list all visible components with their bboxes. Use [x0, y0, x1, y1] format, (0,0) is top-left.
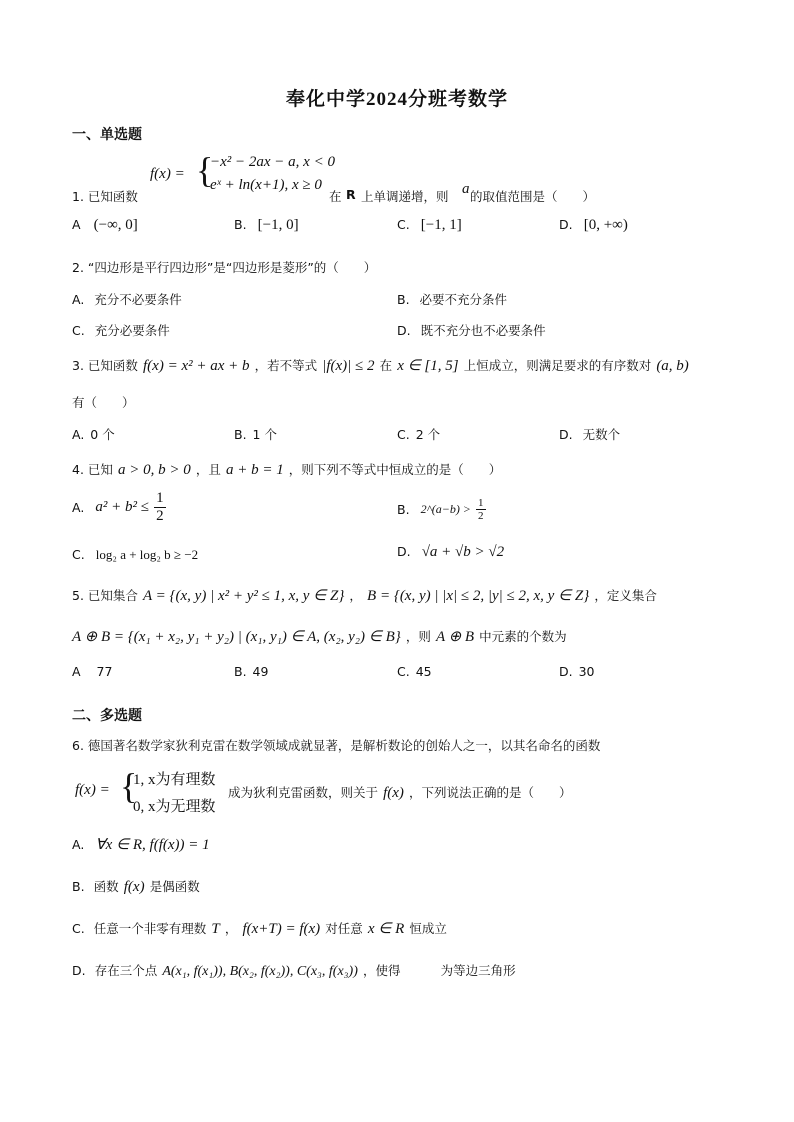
q1-piece-1: −x² − 2ax − a, x < 0 [210, 154, 335, 170]
q3-inequality: |f(x)| ≤ 2 [322, 358, 375, 374]
q4-option-a[interactable] [72, 490, 166, 525]
q3-domain: x ∈ [1, 5] [397, 358, 459, 374]
q5-option-d[interactable] [559, 664, 595, 679]
q6-stem: 6. 德国著名数学家狄利克雷在数学领域成就显著，是解析数论的创始人之一，以其名命名的函数 [72, 738, 601, 753]
q4-condition: a > 0, b > 0 [118, 462, 191, 478]
q6-function-lhs: f(x) = [75, 782, 110, 798]
option-label: B. [234, 217, 247, 232]
option-text-2: ， [224, 921, 238, 936]
q5-definition: A ⊕ B = {(x₁ + x₂, y₁ + y₂) | (x₁, y₁) ∈ A, (x₂, y₂) ∈ B} [72, 629, 401, 645]
option-text: 2^(a−b) > [420, 502, 471, 516]
q2-option-d[interactable] [397, 321, 546, 339]
q2-option-b[interactable] [397, 290, 507, 308]
option-text: 0 个 [90, 427, 115, 442]
option-label: A [72, 664, 81, 679]
q3-option-c[interactable] [397, 425, 440, 443]
q6-fx: f(x) [383, 785, 404, 801]
q4-text-2: ，且 [195, 462, 221, 477]
q6-piece-1: 1, x为有理数 [133, 772, 216, 788]
q4-option-c[interactable] [72, 544, 198, 563]
option-text: 49 [252, 664, 269, 679]
section-heading-single-choice: 一、单选题 [72, 128, 142, 143]
q6-text-3: ，下列说法正确的是（ ） [409, 785, 572, 800]
q3-text-1: 3. 已知函数 [72, 358, 138, 373]
option-text: 45 [415, 664, 432, 679]
option-label: D. [559, 427, 573, 442]
option-text: 函数 [93, 879, 119, 894]
q6-option-a[interactable] [72, 834, 210, 854]
fraction-denominator: 2 [478, 510, 484, 522]
option-label: C. [72, 547, 85, 562]
q1-suffix-c: 的取值范围是（ ） [470, 189, 596, 204]
option-label: A. [72, 837, 85, 852]
q5-set-B: B = {(x, y) | |x| ≤ 2, |y| ≤ 2, x, y ∈ Z} [367, 588, 590, 604]
option-text: 必要不充分条件 [419, 292, 508, 307]
q1-option-a[interactable] [72, 214, 138, 234]
q4-option-b[interactable] [397, 497, 486, 522]
option-text: 30 [578, 664, 595, 679]
fraction-one-half [476, 497, 486, 522]
option-label: B. [72, 879, 85, 894]
q6-option-c[interactable] [72, 918, 447, 938]
q3-option-b[interactable] [234, 425, 277, 443]
q5-option-a[interactable] [72, 664, 112, 679]
option-text: log₂ a + log₂ b ≥ −2 [95, 547, 199, 562]
q4-text-3: ，则下列不等式中恒成立的是（ ） [288, 462, 502, 477]
option-label: D. [72, 963, 86, 978]
option-text-2: 是偶函数 [149, 879, 200, 894]
q2-option-c[interactable] [72, 321, 170, 339]
option-label: A. [72, 427, 85, 442]
option-text: 77 [96, 664, 113, 679]
option-text: 任意一个非零有理数 [93, 921, 207, 936]
q5-expression: A ⊕ B [435, 629, 475, 645]
option-text: 充分必要条件 [94, 323, 170, 338]
q5-text-4: ，则 [405, 629, 431, 644]
q5-set-A: A = {(x, y) | x² + y² ≤ 1, x, y ∈ Z} [143, 588, 345, 604]
q4-text-1: 4. 已知 [72, 462, 113, 477]
q4-option-d[interactable] [397, 541, 504, 561]
option-label: B. [234, 664, 247, 679]
option-text: a² + b² ≤ [95, 499, 150, 515]
option-text: ∀x ∈ R, f(f(x)) = 1 [95, 837, 210, 853]
option-text: [−1, 1] [420, 217, 462, 233]
q5-text-5: 中元素的个数为 [479, 629, 567, 644]
q2-option-a[interactable] [72, 290, 182, 308]
q3-text-3: 在 [379, 358, 393, 373]
option-math-T: T [211, 921, 220, 937]
fraction-one-half [154, 490, 166, 525]
q1-suffix-a: 在 [329, 189, 342, 204]
option-label: B. [397, 502, 410, 517]
q3-function: f(x) = x² + ax + b [143, 358, 250, 374]
option-text: 无数个 [582, 427, 621, 442]
option-label: D. [559, 664, 573, 679]
option-text-3: 为等边三角形 [440, 963, 516, 978]
q1-prefix: 1. 已知函数 [72, 189, 138, 204]
option-text-4: 恒成立 [409, 921, 447, 936]
q4-stem [72, 459, 501, 479]
q5-text-1: 5. 已知集合 [72, 588, 138, 603]
section-heading-multiple-choice: 二、多选题 [72, 709, 142, 724]
option-text: 1 个 [252, 427, 277, 442]
q5-stem-line-2 [72, 626, 567, 646]
fraction-numerator: 1 [156, 490, 164, 506]
q3-option-a[interactable] [72, 425, 115, 443]
q3-ordered-pair: (a, b) [656, 358, 689, 374]
option-math-eq: f(x+T) = f(x) [242, 921, 321, 937]
q5-option-c[interactable] [397, 664, 432, 679]
q3-stem-line-2: 有（ ） [72, 395, 135, 410]
option-math: f(x) [123, 879, 145, 895]
q1-option-c[interactable] [397, 214, 462, 234]
q1-variable-a: a [462, 181, 470, 197]
option-label: B. [234, 427, 247, 442]
q4-condition-sum: a + b = 1 [225, 462, 284, 478]
option-label: D. [559, 217, 573, 232]
option-label: A. [72, 292, 85, 307]
q5-option-b[interactable] [234, 664, 268, 679]
q1-piecewise-brace: { [196, 150, 214, 190]
option-math-points: A(x₁, f(x₁)), B(x₂, f(x₂)), C(x₃, f(x₃)) [162, 964, 358, 979]
q1-piece-2: eˣ + ln(x+1), x ≥ 0 [210, 177, 322, 193]
option-label: B. [397, 292, 410, 307]
q6-text-2: 成为狄利克雷函数，则关于 [228, 785, 379, 800]
q6-piece-2: 0, x为无理数 [133, 799, 216, 815]
q1-suffix-b: 上单调递增，则 [361, 189, 449, 204]
option-label: C. [397, 217, 410, 232]
option-math-x: x ∈ R [367, 921, 405, 937]
q5-text-2: ， [349, 588, 362, 603]
q3-text-2: ，若不等式 [254, 358, 318, 373]
q2-stem: 2. “四边形是平行四边形”是“四边形是菱形”的（ ） [72, 260, 377, 275]
fraction-denominator: 2 [156, 508, 164, 524]
page-title: 奉化中学2024分班考数学 [285, 89, 508, 110]
q1-function-lhs: f(x) = [150, 166, 185, 182]
q3-stem-line-1 [72, 355, 689, 375]
option-label: C. [397, 664, 410, 679]
option-label: C. [72, 323, 85, 338]
option-text: 充分不必要条件 [94, 292, 182, 307]
option-label: A. [72, 500, 85, 515]
option-label: D. [397, 323, 411, 338]
option-text: √a + √b > √2 [421, 544, 505, 560]
option-text: (−∞, 0] [93, 217, 138, 233]
q6-option-b[interactable] [72, 876, 200, 896]
option-text-3: 对任意 [325, 921, 363, 936]
q6-piecewise-brace: { [120, 766, 138, 806]
option-text: [−1, 0] [257, 217, 299, 233]
q5-stem-line-1 [72, 585, 657, 605]
option-label: C. [72, 921, 85, 936]
q1-option-d[interactable] [559, 214, 628, 234]
q3-text-4: 上恒成立，则满足要求的有序数对 [463, 358, 652, 373]
q1-domain-R: R [346, 187, 356, 202]
q6-stem-line-2 [228, 782, 572, 802]
option-label: C. [397, 427, 410, 442]
fraction-numerator: 1 [478, 497, 484, 509]
q6-option-d[interactable] [72, 960, 516, 980]
option-text-2: ，使得 [362, 963, 401, 978]
q5-text-3: ，定义集合 [594, 588, 657, 603]
option-label: A [72, 217, 81, 232]
q1-option-b[interactable] [234, 214, 299, 234]
option-text: [0, +∞) [583, 217, 628, 233]
option-text: 存在三个点 [94, 963, 158, 978]
q3-option-d[interactable] [559, 425, 620, 443]
option-text: 既不充分也不必要条件 [420, 323, 546, 338]
option-label: D. [397, 544, 411, 559]
option-text: 2 个 [415, 427, 441, 442]
